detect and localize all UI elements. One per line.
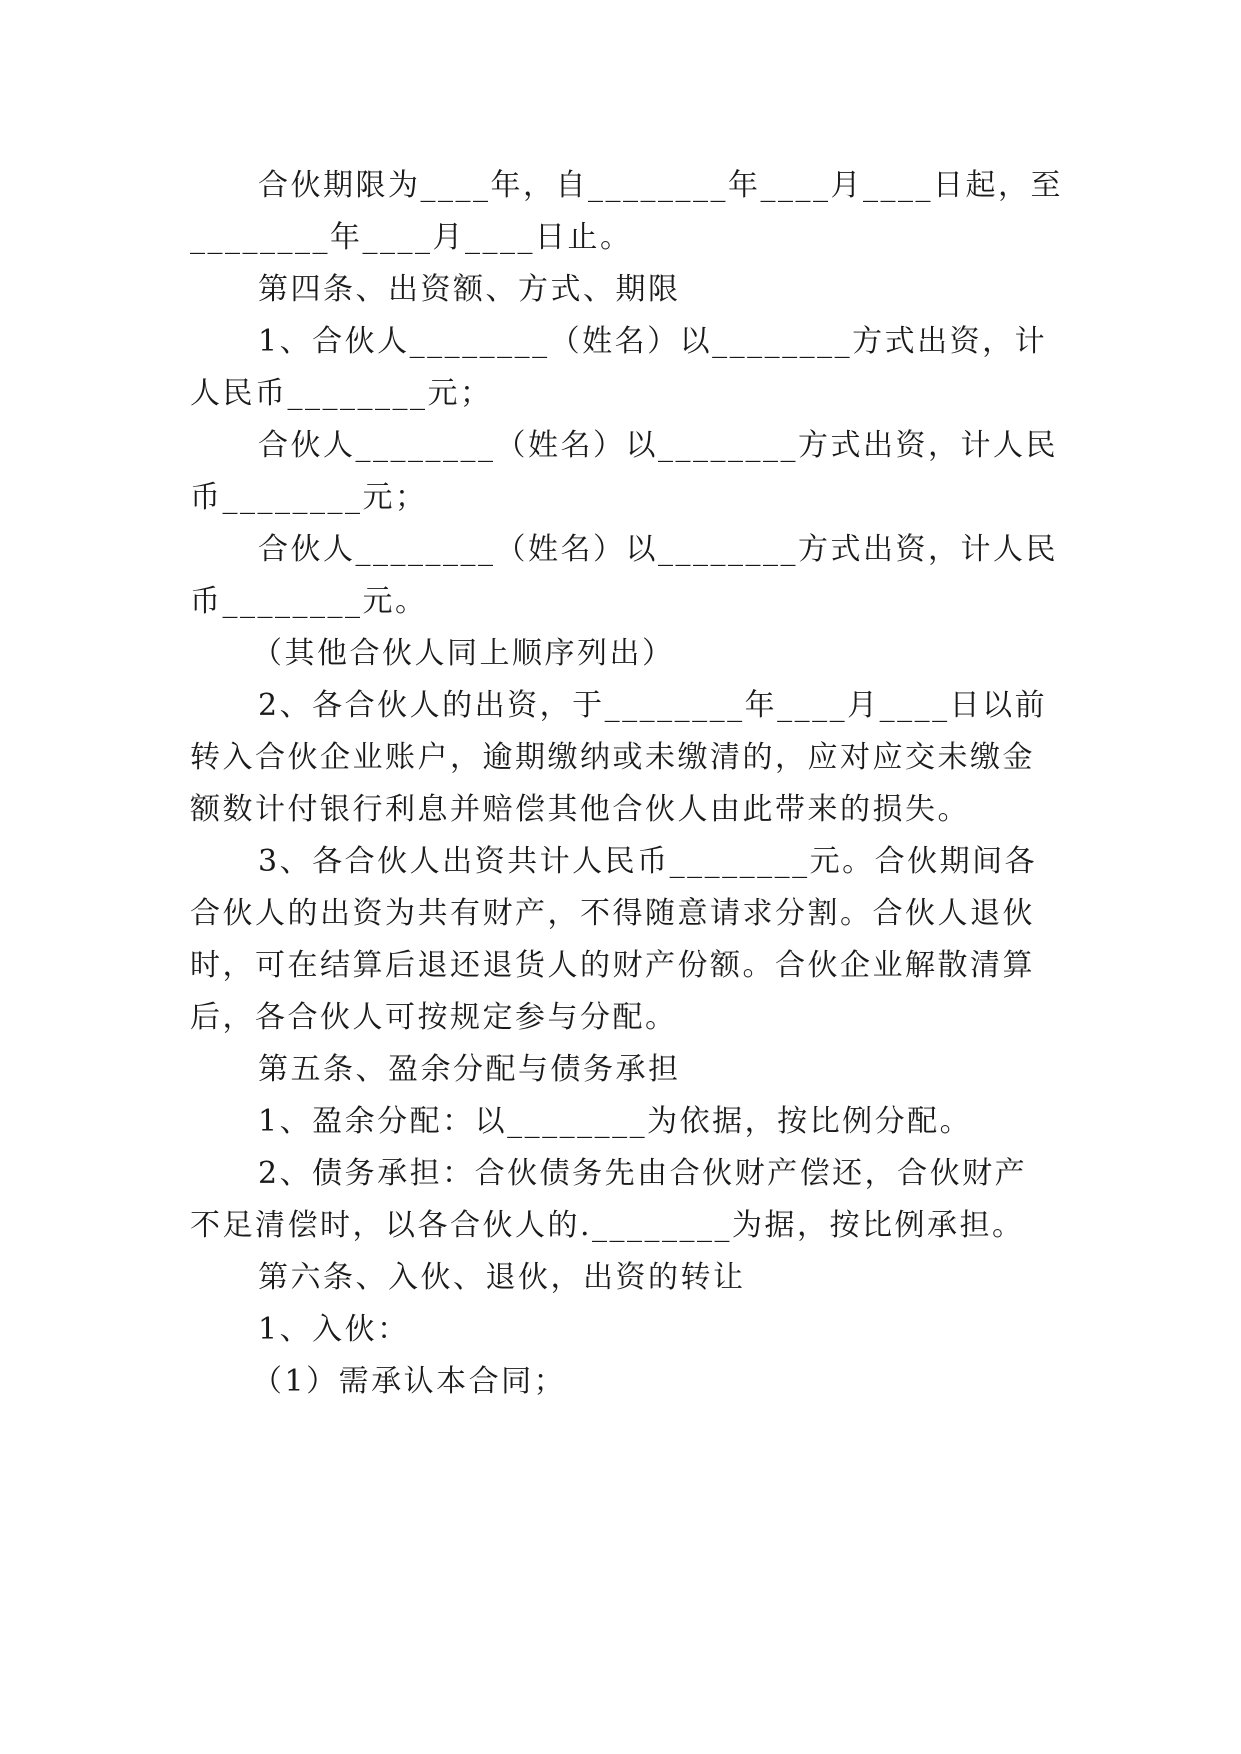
- article-5-heading: 第五条、盈余分配与债务承担: [258, 1052, 681, 1087]
- article-4-item-2-line-2: 转入合伙企业账户，逾期缴纳或未缴清的，应对应交未缴金: [190, 740, 1035, 775]
- term-period-end-line: ________年____月____日止。: [190, 220, 633, 255]
- partner-2-line-2: 币________元；: [190, 480, 428, 515]
- other-partners-note: （其他合伙人同上顺序列出）: [252, 636, 675, 671]
- article-4-item-1-line-2: 人民币________元；: [190, 376, 493, 411]
- article-4-item-2-line-3: 额数计付银行利息并赔偿其他合伙人由此带来的损失。: [190, 792, 970, 827]
- article-6-item-1-sub-1: （1）需承认本合同；: [252, 1364, 567, 1399]
- article-6-item-1: 1、入伙：: [258, 1312, 410, 1347]
- article-4-item-2-line-1: 2、各合伙人的出资，于________年____月____日以前: [258, 688, 1048, 723]
- article-5-item-2-line-2: 不足清偿时，以各合伙人的.________为据，按比例承担。: [190, 1208, 1025, 1243]
- article-4-item-1-line-1: 1、合伙人________（姓名）以________方式出资，计: [258, 324, 1048, 359]
- term-period-line: 合伙期限为____年，自________年____月____日起，至: [258, 168, 1063, 203]
- article-4-item-3-line-2: 合伙人的出资为共有财产，不得随意请求分割。合伙人退伙: [190, 896, 1035, 931]
- partner-2-line-1: 合伙人________（姓名）以________方式出资，计人民: [258, 428, 1058, 463]
- article-4-item-3-line-4: 后，各合伙人可按规定参与分配。: [190, 1000, 678, 1035]
- article-5-item-1: 1、盈余分配：以________为依据，按比例分配。: [258, 1104, 973, 1139]
- partner-3-line-2: 币________元。: [190, 584, 428, 619]
- article-6-heading: 第六条、入伙、退伙，出资的转让: [258, 1260, 746, 1295]
- article-4-heading: 第四条、出资额、方式、期限: [258, 272, 681, 307]
- article-4-item-3-line-1: 3、各合伙人出资共计人民币________元。合伙期间各: [258, 844, 1038, 879]
- partner-3-line-1: 合伙人________（姓名）以________方式出资，计人民: [258, 532, 1058, 567]
- article-4-item-3-line-3: 时，可在结算后退还退货人的财产份额。合伙企业解散清算: [190, 948, 1035, 983]
- article-5-item-2-line-1: 2、债务承担：合伙债务先由合伙财产偿还，合伙财产: [258, 1156, 1028, 1191]
